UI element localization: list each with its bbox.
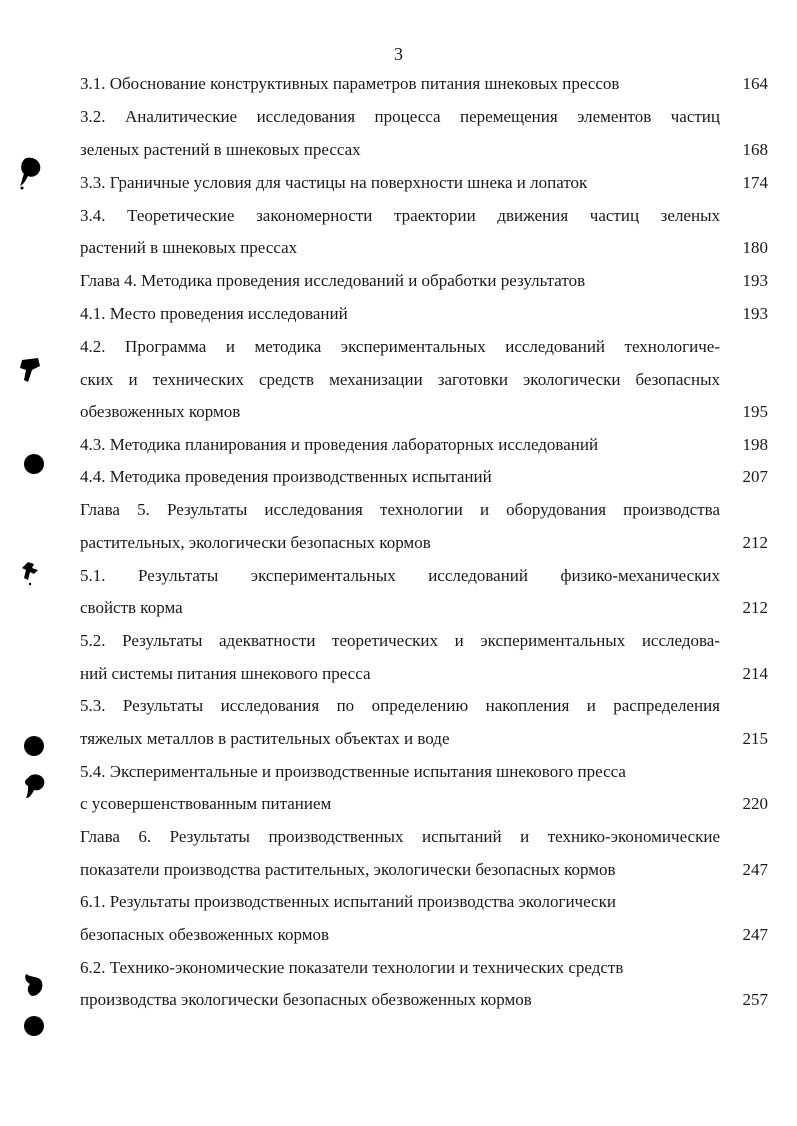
- toc-entry-text: ских и технических средств механизации заготовки экологически безопасных: [80, 370, 720, 389]
- toc-entry-page: 215: [742, 729, 768, 748]
- toc-entry-page: 212: [742, 533, 768, 552]
- toc-entry-text: 4.4. Методика проведения производственных испытаний: [80, 467, 492, 486]
- toc-entry-text: обезвоженных кормов: [80, 402, 241, 421]
- scan-blot-1: [16, 156, 46, 192]
- toc-entry-text: Глава 4. Методика проведения исследований и обработки результатов: [80, 271, 586, 290]
- toc-entry-text: 4.3. Методика планирования и проведения лабораторных исследований: [80, 435, 599, 454]
- toc-entry-text: растительных, экологически безопасных кормов: [80, 533, 431, 552]
- scan-blot-2: [18, 356, 42, 386]
- toc-entry-text: тяжелых металлов в растительных объектах и воде: [80, 729, 450, 748]
- toc-entry-page: 174: [742, 173, 768, 192]
- punch-hole-2: [24, 736, 44, 756]
- toc-entry-page: 180: [742, 238, 768, 257]
- toc-entry-page: 193: [742, 304, 768, 323]
- toc-entry-text: 3.4. Теоретические закономерности траектории движения частиц зеленых: [80, 206, 720, 225]
- toc-entry-page: 257: [742, 990, 768, 1009]
- toc-entry-text: 3.1. Обоснование конструктивных параметров питания шнековых прессов: [80, 74, 620, 93]
- page-number: 3: [394, 44, 403, 64]
- toc-entry-text: производства экологически безопасных обезвоженных кормов: [80, 990, 532, 1009]
- toc-entry-page: 212: [742, 598, 768, 617]
- toc-entry-page: 195: [742, 402, 768, 421]
- toc-entry-text: свойств корма: [80, 598, 183, 617]
- toc-entry-text: ний системы питания шнекового пресса: [80, 664, 371, 683]
- toc-entry-text: растений в шнековых прессах: [80, 238, 298, 257]
- toc-entry-text: 5.2. Результаты адекватности теоретических и экспериментальных исследова-: [80, 631, 720, 650]
- scan-blot-5: [20, 970, 46, 1000]
- toc-entry-text: 4.2. Программа и методика экспериментальных исследований технологиче-: [80, 337, 720, 356]
- toc-entry-text: 5.1. Результаты экспериментальных исследований физико-механических: [80, 566, 720, 585]
- toc-entry-page: 193: [742, 271, 768, 290]
- toc-entry-text: 3.2. Аналитические исследования процесса перемещения элементов частиц: [80, 107, 720, 126]
- toc-entry-text: безопасных обезвоженных кормов: [80, 925, 329, 944]
- toc-entry-text: 6.2. Технико-экономические показатели технологии и технических средств: [80, 958, 624, 977]
- toc-entry-text: 5.3. Результаты исследования по определению накопления и распределения: [80, 696, 720, 715]
- toc-entry-page: 247: [742, 925, 768, 944]
- punch-hole-1: [24, 454, 44, 474]
- toc-entry-text: Глава 6. Результаты производственных испытаний и технико-экономические: [80, 827, 720, 846]
- toc-entry-page: 164: [742, 74, 768, 93]
- toc-entry-text: зеленых растений в шнековых прессах: [80, 140, 361, 159]
- toc-entry-page: 207: [742, 467, 768, 486]
- toc-entry-text: 6.1. Результаты производственных испытаний производства экологически: [80, 892, 616, 911]
- scan-blot-3: [20, 560, 42, 586]
- toc-entry-page: 214: [742, 664, 768, 683]
- toc-entry-page: 220: [742, 794, 768, 813]
- toc-entry-text: 4.1. Место проведения исследований: [80, 304, 348, 323]
- toc-entry-text: с усовершенствованным питанием: [80, 794, 332, 813]
- punch-hole-3: [24, 1016, 44, 1036]
- scan-blot-4: [22, 772, 48, 800]
- toc-entry-text: 5.4. Экспериментальные и производственные испытания шнекового пресса: [80, 762, 626, 781]
- toc-entry-text: показатели производства растительных, экологически безопасных кормов: [80, 860, 616, 879]
- toc-entry-page: 168: [742, 140, 768, 159]
- toc-entry-text: 3.3. Граничные условия для частицы на поверхности шнека и лопаток: [80, 173, 588, 192]
- toc-entry-text: Глава 5. Результаты исследования технологии и оборудования производства: [80, 500, 720, 519]
- toc-entry-page: 198: [742, 435, 768, 454]
- toc-entry-page: 247: [742, 860, 768, 879]
